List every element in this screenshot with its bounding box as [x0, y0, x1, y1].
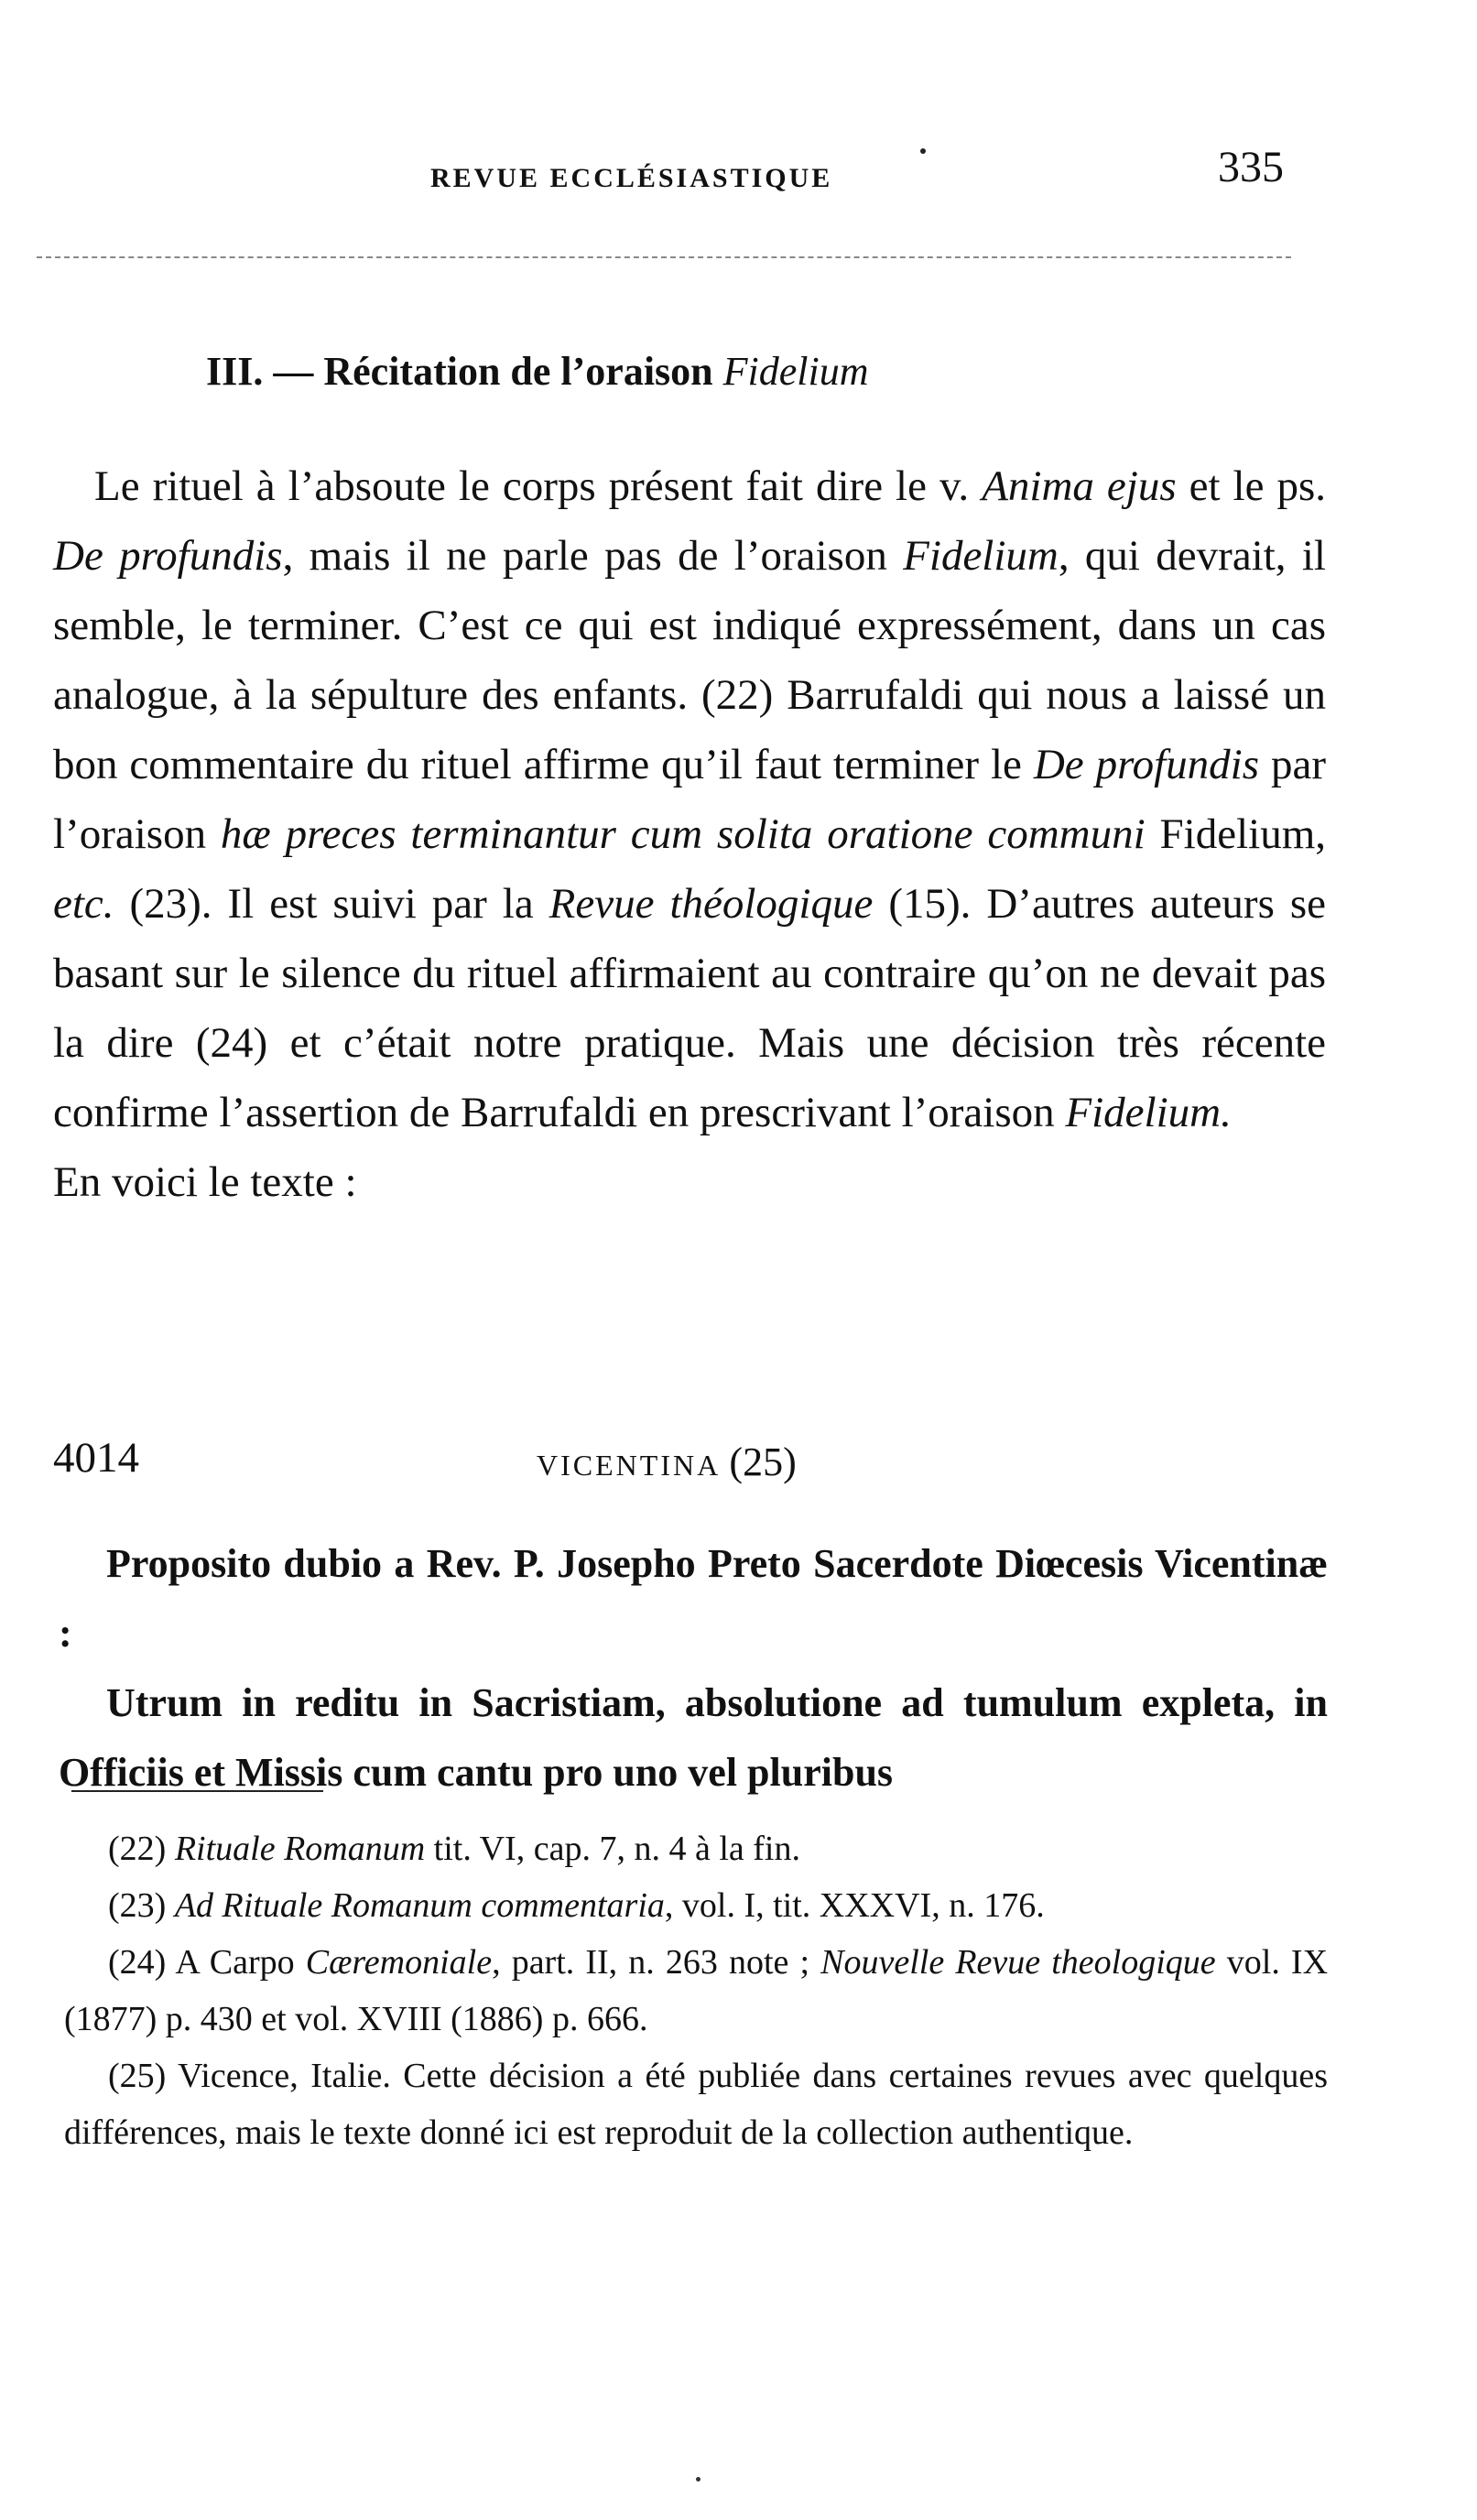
italic-span: De profundis: [1033, 741, 1260, 788]
footnotes: [64, 1820, 1328, 2161]
decree-title-text: VICENTINA: [537, 1449, 720, 1482]
italic-span: Anima ejus: [982, 462, 1177, 510]
header-rule: [37, 256, 1291, 258]
text-span: , qui devrait, il semble, le terminer. C’est ce qui est indiqué expressément, dans un cas analogue, à la sépulture des enfants. (22) Barrufaldi qui nous a laissé un bon commentaire du rituel affirme qu’il faut terminer le: [53, 532, 1326, 788]
text-span: Vicence, Italie. Cette décision a été publiée dans certaines revues avec quelques différences, mais le texte donné ici est reproduit de la collection authentique.: [64, 2057, 1328, 2152]
footnote-number: (23): [108, 1886, 167, 1925]
text-span: Le rituel à l’absoute le corps présent fait dire le v.: [94, 462, 983, 510]
italic-span: Fidelium.: [1065, 1089, 1232, 1136]
decree-question: Utrum in reditu in Sacristiam, absolutione ad tumulum expleta, in Officiis et Missis cum cantu pro uno vel pluribus: [59, 1680, 1328, 1795]
italic-span: De profundis: [53, 532, 283, 580]
footnote-ref: (25): [729, 1439, 797, 1484]
section-heading-italic: Fidelium: [722, 349, 869, 394]
section-heading: [206, 348, 869, 395]
text-span: et le ps.: [1176, 462, 1326, 510]
running-title: REVUE ECCLÉSIASTIQUE: [430, 163, 833, 193]
text-span: vol. IX (1877) p. 430 et vol. XVIII (1886) p. 666.: [64, 1943, 1329, 2038]
italic-span: Cæremoniale: [305, 1943, 493, 1982]
decree-body: [59, 1529, 1328, 1808]
text-span: tit. VI, cap. 7, n. 4 à la fin.: [425, 1830, 800, 1868]
main-paragraph: [53, 451, 1326, 1217]
text-span: , part. II, n. 263 note ;: [492, 1943, 821, 1982]
footnote-number: (24): [108, 1943, 167, 1982]
text-span: , mais il ne parle pas de l’oraison: [282, 532, 904, 580]
section-heading-text: III. — Récitation de l’oraison: [206, 349, 713, 394]
text-span: Fidelium,: [1145, 810, 1326, 858]
italic-span: etc.: [53, 880, 114, 928]
text-span: (23). Il est suivi par la: [114, 880, 549, 928]
decree-title: [537, 1439, 797, 1485]
paragraph-text: [53, 451, 1326, 1147]
italic-span: Revue théologique: [548, 880, 874, 928]
footnote-22: [64, 1820, 1328, 1877]
footnote-rule: [71, 1790, 323, 1792]
decree-text: Proposito dubio a Rev. P. Josepho Preto Sacerdote Diœcesis Vicentinæ :: [59, 1541, 1328, 1656]
text-span: , vol. I, tit. XXXVI, n. 176.: [664, 1886, 1045, 1925]
paragraph-closing: En voici le texte :: [53, 1158, 357, 1206]
italic-span: Fidelium: [903, 532, 1059, 580]
footnote-25: [64, 2048, 1328, 2161]
page-number: 335: [1218, 143, 1284, 191]
text-span: par l’oraison: [53, 741, 1326, 858]
footnote-number: (22): [108, 1830, 167, 1868]
ink-dot: [696, 2477, 700, 2482]
ink-dot: [920, 148, 926, 154]
text-span: A Carpo: [166, 1943, 306, 1982]
italic-span: hæ preces terminantur cum solita oratione communi: [220, 810, 1146, 858]
italic-span: Nouvelle Revue theologique: [820, 1943, 1216, 1982]
text-span: (15). D’autres auteurs se basant sur le silence du rituel affirmaient au contraire qu’on ne devait pas la dire (24) et c’était notre pratique. Mais une décision très récente confirme l’assertion de Barrufaldi en prescrivant l’oraison: [53, 880, 1326, 1136]
italic-span: Ad Rituale Romanum commentaria: [174, 1886, 665, 1925]
footnote-number: (25): [108, 2057, 167, 2095]
footnote-23: [64, 1877, 1328, 1934]
decree-number: 4014: [53, 1434, 139, 1482]
footnote-24: [64, 1934, 1328, 2048]
italic-span: Rituale Romanum: [174, 1830, 426, 1868]
